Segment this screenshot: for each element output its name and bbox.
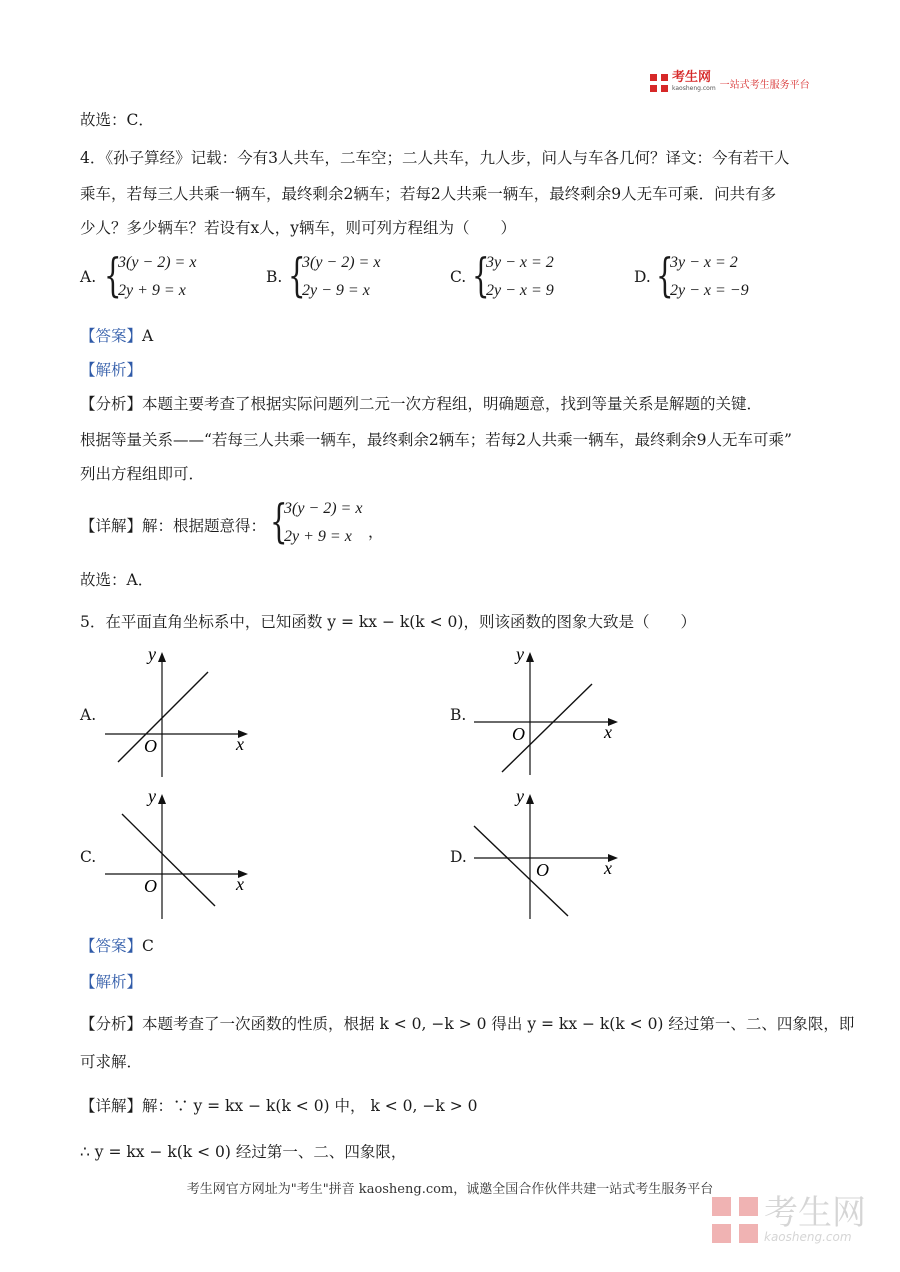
q4-answer [80,324,153,346]
q4-option-a-brace: { [104,248,122,302]
q4-option-b-brace: { [288,248,306,302]
y-label: y [516,644,524,664]
origin-label: O [512,724,525,744]
q5-detail-line2: ∴ y = kx − k(k < 0) 经过第一、二、四象限， [80,1143,407,1161]
origin-label: O [144,736,157,756]
q5-fenxi [80,1012,854,1034]
q5-graph-d-label: D. [450,848,467,866]
q5-answer-value: C [142,937,154,955]
q4-detail-end: ， [368,523,384,541]
q5-detail-line1: 解：∵ y = kx − k(k < 0) 中， k < 0, −k > 0 [142,1097,478,1115]
y-label: y [516,786,524,806]
q4-detail-eq1: 3(y − 2) = x [284,500,363,517]
q5-analysis-tag: 【解析】 [80,973,143,991]
q4-fenxi [80,392,762,414]
q5-graph-d [470,784,630,924]
q4-option-d-brace: { [656,248,674,302]
q4-option-b-eq2: 2y − 9 = x [302,282,370,299]
function-line [118,672,208,762]
q4-fenxi-line3: 列出方程组即可． [80,465,205,483]
q5-graph-b-label: B. [450,706,467,724]
q4-option-b-label: B. [266,268,283,286]
q4-option-d-eq2: 2y − x = −9 [670,282,749,299]
watermark-logo-icon [712,1197,758,1243]
q4-detail-brace: { [270,494,288,548]
q5-fenxi-line2: 可求解． [80,1053,143,1071]
x-label: x [236,734,244,754]
prev-choice: 故选：C． [80,111,154,129]
kaosheng-logo-icon [650,74,668,92]
q5-graph-a-label: A. [80,706,97,724]
q4-option-a-label: A. [80,268,97,286]
header-logo [650,72,810,94]
origin-label: O [536,860,549,880]
q4-stem-line3: 少人？多少辆车？若设有x人，y辆车，则可列方程组为（ ） [80,219,517,237]
q4-option-b-eq1: 3(y − 2) = x [302,254,381,271]
function-line [122,814,215,906]
q4-fenxi-line2: 根据等量关系——“若每三人共乘一辆车，最终剩余2辆车；若每2人共乘一辆车，最终剩余9人无车可乘” [80,431,792,449]
y-label: y [148,644,156,664]
q5-fenxi-line1: 本题考查了一次函数的性质，根据 k < 0, −k > 0 得出 y = kx − k(k < 0) 经过第一、二、四象限，即 [142,1015,855,1033]
q4-option-c-eq1: 3y − x = 2 [486,254,554,271]
q4-detail [80,514,266,536]
page-footer: 考生网官方网址为"考生"拼音 kaosheng.com，诚邀全国合作伙伴共建一站式考生服务平台 [186,1182,714,1197]
q4-answer-value: A [142,327,154,345]
brand-name: 考生网 kaosheng.com [672,70,716,92]
origin-label: O [144,876,157,896]
x-label: x [604,722,612,742]
function-line [474,826,568,916]
q4-fenxi-line1: 本题主要考查了根据实际问题列二元一次方程组，明确题意，找到等量关系是解题的关键． [142,395,763,413]
q4-detail-text: 解：根据题意得： [142,517,267,535]
y-arrow-icon [158,652,166,662]
q4-detail-tag: 【详解】 [80,517,143,535]
x-label: x [236,874,244,894]
q4-option-d-eq1: 3y − x = 2 [670,254,738,271]
q4-choice: 故选：A． [80,571,154,589]
q4-analysis-tag: 【解析】 [80,361,143,379]
q4-fenxi-tag: 【分析】 [80,395,143,413]
q5-fenxi-tag: 【分析】 [80,1015,143,1033]
x-label: x [604,858,612,878]
q4-option-d-label: D. [634,268,651,286]
q5-detail [80,1094,477,1116]
q5-detail-tag: 【详解】 [80,1097,143,1115]
q4-detail-eq2: 2y + 9 = x [284,528,352,545]
q4-answer-tag: 【答案】 [80,327,143,345]
q4-stem-line1: 4．《孙子算经》记载：今有3人共车，二车空；二人共车，九人步，问人与车各几何？译文：今有若干人 [80,149,790,167]
q4-option-c-eq2: 2y − x = 9 [486,282,554,299]
watermark [712,1193,866,1244]
q5-graph-a [100,642,260,782]
y-arrow-icon [158,794,166,804]
q4-option-a-eq2: 2y + 9 = x [118,282,186,299]
y-label: y [148,786,156,806]
q4-stem-line2: 乘车，若每三人共乘一辆车，最终剩余2辆车；若每2人共乘一辆车，最终剩余9人无车可乘．问共有多 [80,185,777,203]
q5-graph-b [470,642,630,782]
header-slogan: 一站式考生服务平台 [719,79,810,91]
q5-stem: 5．在平面直角坐标系中，已知函数 y = kx − k(k < 0)，则该函数的图象大致是（ ） [80,613,696,631]
watermark-text: 考生网 kaosheng.com [764,1193,866,1244]
q5-graph-c-label: C. [80,848,97,866]
y-arrow-icon [526,652,534,662]
q5-graph-c [100,784,260,924]
q5-answer [80,934,154,956]
q4-option-a-eq1: 3(y − 2) = x [118,254,197,271]
q4-option-c-label: C. [450,268,467,286]
q4-option-c-brace: { [472,248,490,302]
y-arrow-icon [526,794,534,804]
q5-answer-tag: 【答案】 [80,937,143,955]
